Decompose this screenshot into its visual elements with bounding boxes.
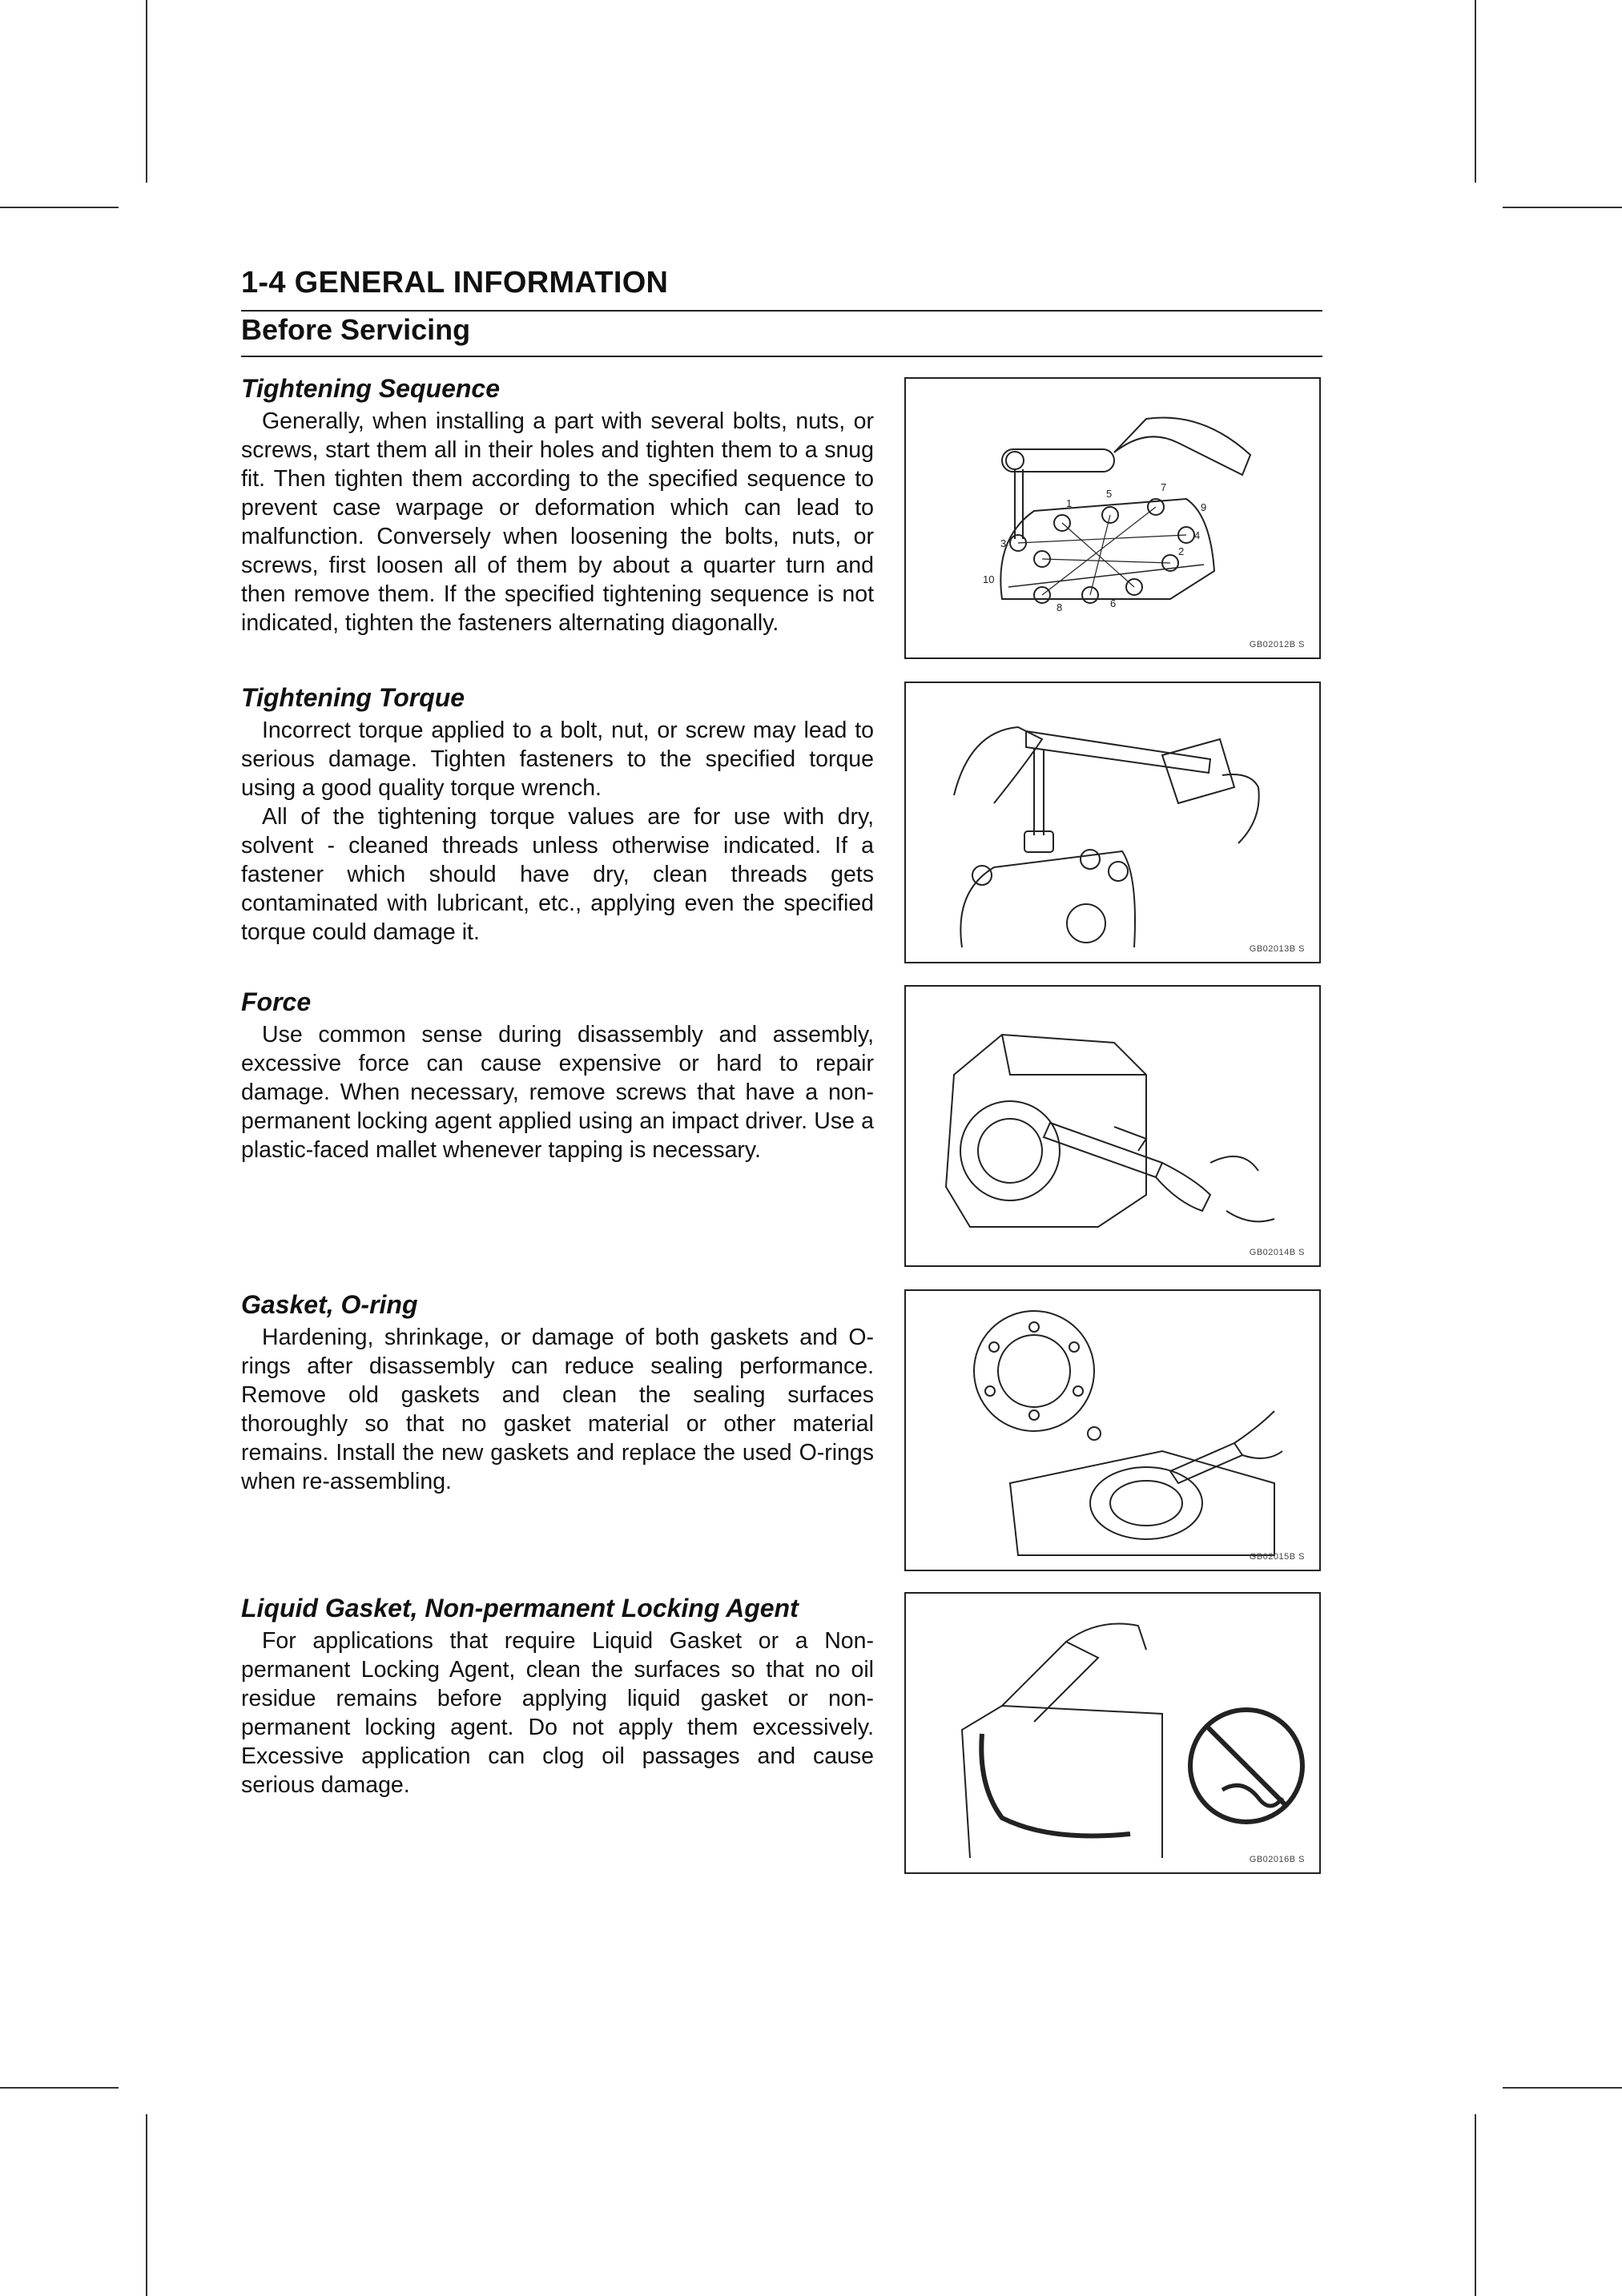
section-paragraph: Incorrect torque applied to a bolt, nut, or screw may lead to serious damage. Tighten fasteners to the specified torque using a good quality torque wrench. xyxy=(241,718,874,801)
section-heading: Tightening Sequence xyxy=(241,374,500,403)
figure-code: GB02012B S xyxy=(1249,640,1305,649)
bolt-label: 1 xyxy=(1066,497,1073,509)
section-rule xyxy=(241,356,1322,357)
section-tightening-torque xyxy=(241,682,874,947)
crop-mark xyxy=(0,2087,119,2089)
crop-mark xyxy=(0,207,119,208)
impact-driver-illustration xyxy=(906,987,1319,1265)
figure-tightening-torque xyxy=(904,682,1321,963)
section-paragraph: Hardening, shrinkage, or damage of both gaskets and O-rings after disassembly can reduce sealing performance. Remove old gaskets and clean the sealing surfaces thoroughly so that no gasket material or other material remains. Install the new gaskets and replace the used O-rings when re-assembling. xyxy=(241,1325,874,1494)
bolt-label: 4 xyxy=(1194,529,1201,541)
section-paragraph: Use common sense during disassembly and assembly, excessive force can cause expensive or hard to repair damage. When necessary, remove screws that have a non-permanent locking agent applied using an impact driver. Use a plastic-faced mallet whenever tapping is necessary. xyxy=(241,1022,874,1163)
bolt-label: 3 xyxy=(1000,537,1007,549)
figure-gasket-o-ring xyxy=(904,1289,1321,1571)
section-paragraph: For applications that require Liquid Gasket or a Non-permanent Locking Agent, clean the surfaces so that no oil residue remains before applying liquid gasket or non-permanent locking agent. Do not apply them excessively. Excessive application can clog oil passages and cause serious damage. xyxy=(241,1628,874,1798)
bolt-label: 9 xyxy=(1201,501,1207,513)
crop-mark xyxy=(1475,2114,1476,2296)
section-paragraph: Generally, when installing a part with several bolts, nuts, or screws, start them all in their holes and tighten them to a snug fit. Then tighten them according to the specified sequence to prevent case warpage or deformation which can lead to malfunction. Conversely when loosening the bolts, nuts, or screws, first loosen all of them by about a quarter turn and then remove them. If the specified tightening sequence is not indicated, tighten the fasteners alternating diagonally. xyxy=(241,408,874,636)
figure-force xyxy=(904,985,1321,1267)
gasket-cleaning-illustration xyxy=(906,1291,1319,1570)
bolt-label: 7 xyxy=(1161,481,1167,493)
crop-mark xyxy=(146,2114,147,2296)
figure-code: GB02013B S xyxy=(1249,944,1305,954)
section-force xyxy=(241,987,874,1164)
crop-mark xyxy=(1475,0,1476,183)
figure-code: GB02016B S xyxy=(1249,1855,1305,1864)
section-title: Before Servicing xyxy=(241,313,471,346)
bolt-label: 10 xyxy=(983,573,995,585)
header-rule xyxy=(241,310,1322,312)
bolt-label: 8 xyxy=(1057,601,1063,613)
torque-wrench-illustration xyxy=(906,683,1319,962)
liquid-gasket-illustration xyxy=(906,1594,1319,1872)
crop-mark xyxy=(1503,207,1622,208)
section-heading: Liquid Gasket, Non-permanent Locking Agent xyxy=(241,1594,799,1622)
bolt-label: 6 xyxy=(1110,597,1117,609)
section-heading: Force xyxy=(241,987,312,1016)
figure-liquid-gasket xyxy=(904,1592,1321,1874)
page-title: 1-4 GENERAL INFORMATION xyxy=(241,266,669,300)
figure-code: GB02014B S xyxy=(1249,1248,1305,1257)
section-heading: Tightening Torque xyxy=(241,683,465,712)
section-paragraph: All of the tightening torque values are for use with dry, solvent - cleaned threads unless otherwise indicated. If a fastener which should have dry, clean threads gets contaminated with lubricant, etc., applying even the specified torque could damage it. xyxy=(241,804,874,945)
bolt-sequence-illustration xyxy=(906,379,1319,657)
crop-mark xyxy=(146,0,147,183)
figure-code: GB02015B S xyxy=(1249,1552,1305,1562)
bolt-label: 5 xyxy=(1106,488,1113,500)
section-heading: Gasket, O-ring xyxy=(241,1290,418,1319)
figure-tightening-sequence xyxy=(904,377,1321,659)
crop-mark xyxy=(1503,2087,1622,2089)
section-gasket-o-ring xyxy=(241,1289,874,1496)
bolt-label: 2 xyxy=(1178,545,1185,557)
section-liquid-gasket xyxy=(241,1593,874,1799)
section-tightening-sequence xyxy=(241,373,874,637)
